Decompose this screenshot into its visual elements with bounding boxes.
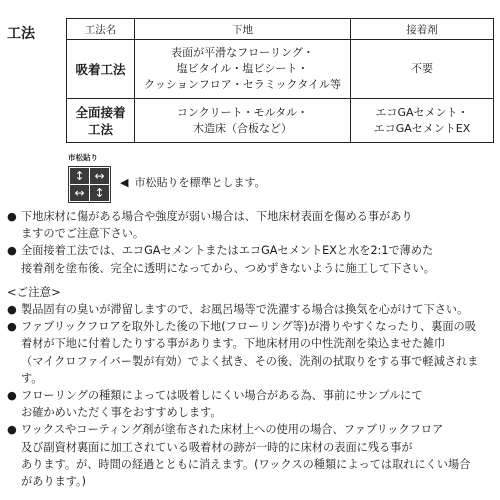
caution-line: ワックスやコーティング剤が塗布された床材上への使用の場合、ファブリックフロア [21, 423, 444, 437]
horizontal-arrow-icon: ↔ [90, 168, 109, 184]
base-line: 塩ビタイル・塩ビシート・ [176, 62, 309, 75]
caution-line: ファブリックフロアを取外した後の下地(フローリング等)が滑りやすくなったり、裏面の吸 [21, 320, 476, 334]
note-line: 接着剤を塗布後、完全に透明になってから、つめずきないように施工して下さい。 [21, 261, 435, 275]
adhesive-line: エコGAセメントEX [373, 121, 471, 135]
caution-line: お確かめいただく事をおすすめします。 [21, 406, 222, 420]
pattern-note-text: 市松貼りを標準とします。 [134, 176, 266, 189]
base-line: クッションフロア・セラミックタイル等 [143, 78, 342, 91]
caution-section [7, 284, 495, 490]
method-name-cell [67, 99, 135, 143]
note-item [7, 208, 495, 242]
method-table [66, 18, 494, 143]
notes-section [7, 208, 495, 490]
table-row [67, 40, 494, 99]
pattern-label: 市松貼り [68, 153, 98, 162]
note-line: ますのでご注意下さい。 [21, 227, 145, 241]
caution-title: <ご注意> [7, 284, 61, 299]
caution-line: 製品固有の臭いが滞留しますので、お風呂場等で洗濯する場合は換気を心がけて下さい。 [21, 303, 469, 317]
caution-line: （マイクロファイバー製が有効）でよく拭き、その後、洗剤の拭取りをする事で軽減されます。 [21, 354, 479, 385]
base-cell [135, 99, 351, 143]
bullet-icon: ● [7, 303, 17, 317]
horizontal-arrow-icon: ↔ [70, 185, 89, 201]
base-line: 木造床（合板など） [193, 121, 292, 135]
caution-line: 及び副資材裏面に加工されている吸着材の跡が一時的に床材の表面に残る事が [21, 440, 413, 454]
checkerboard-pattern-icon [68, 166, 111, 203]
method-name-cell [67, 40, 135, 99]
bullet-icon: ● [7, 320, 17, 334]
caution-line: があります。) [21, 475, 86, 489]
table-header-row [67, 19, 494, 40]
method-name-line: 吸着工法 [75, 61, 126, 77]
left-triangle-icon: ◀ [120, 176, 129, 189]
header-adhesive: 接着剤 [351, 19, 494, 40]
note-line: 下地床材に傷がある場合や強度が弱い場合は、下地床材表面を傷める事があり [21, 210, 413, 223]
bullet-icon: ● [7, 389, 17, 403]
pattern-note [120, 174, 266, 190]
adhesive-cell [351, 40, 494, 99]
vertical-arrow-icon: ↕ [70, 168, 89, 184]
adhesive-line: 不要 [411, 62, 433, 75]
caution-line: フローリングの種類によっては吸着しにくい場合がある為、事前にサンプルにて [21, 389, 423, 403]
header-method-name: 工法名 [67, 19, 135, 40]
note-line: 全面接着工法では、エコGAセメントまたはエコGAセメントEXと水を2:1で薄めた [21, 244, 434, 258]
caution-item [7, 318, 495, 387]
table-row [67, 99, 494, 143]
header-base: 下地 [135, 19, 351, 40]
bullet-icon: ● [7, 423, 17, 437]
method-name-line: 全面接着 [75, 104, 126, 120]
base-line: 表面が平滑なフローリング・ [171, 46, 314, 59]
section-label: 工法 [7, 26, 35, 42]
base-cell [135, 40, 351, 99]
caution-item [7, 301, 495, 318]
caution-line: 着材が下地に付着したりする事があります。下地床材用の中性洗剤を染込ませた雑巾 [21, 337, 446, 351]
method-name-line: 工法 [87, 121, 113, 137]
bullet-icon: ● [7, 244, 17, 258]
adhesive-line: エコGAセメント・ [375, 105, 469, 119]
note-item [7, 242, 495, 276]
vertical-arrow-icon: ↕ [90, 185, 109, 201]
caution-item [7, 387, 495, 421]
adhesive-cell [351, 99, 494, 143]
base-line: コンクリート・モルタル・ [176, 105, 309, 119]
bullet-icon: ● [7, 210, 17, 223]
caution-line: あります。が、時間の経過とともに消えます。(ワックスの種類によっては取れにくい場合 [21, 457, 471, 471]
caution-item [7, 421, 495, 490]
